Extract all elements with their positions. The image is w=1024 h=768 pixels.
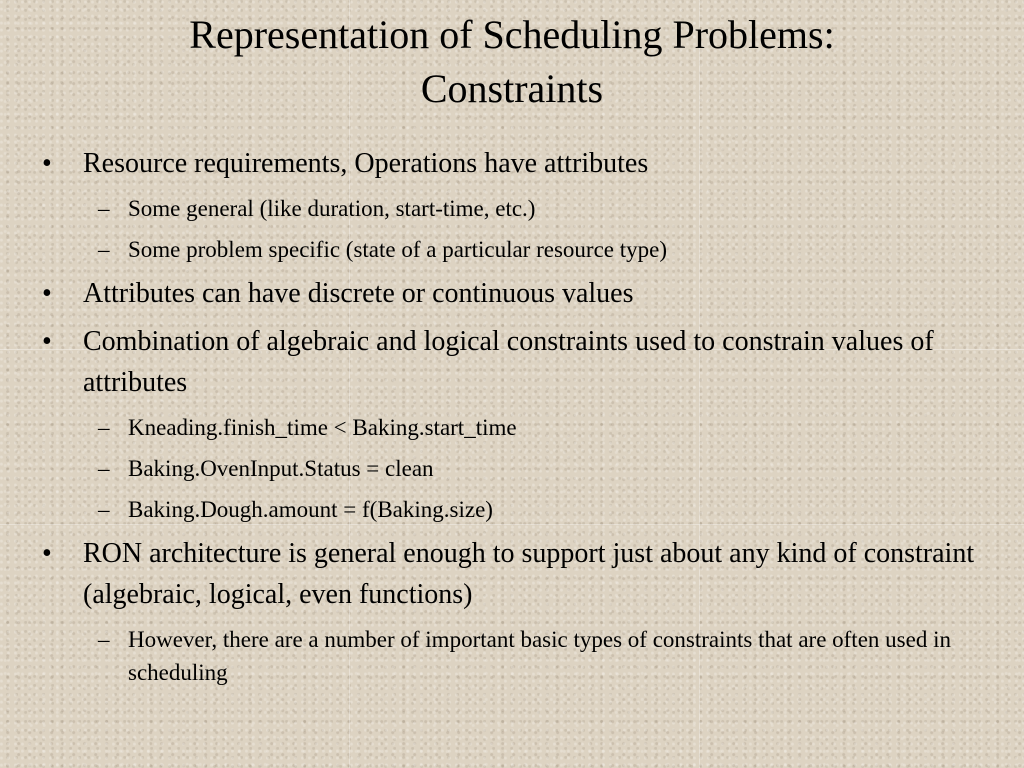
dash-marker: – bbox=[98, 415, 110, 440]
bullet-item bbox=[40, 533, 980, 689]
sub-item-text: Baking.Dough.amount = f(Baking.size) bbox=[128, 497, 493, 522]
sub-item-text: Some general (like duration, start-time, etc.) bbox=[128, 196, 536, 221]
bullet-text: Resource requirements, Operations have attributes bbox=[83, 148, 649, 179]
sub-item bbox=[83, 233, 980, 266]
bullet-text: RON architecture is general enough to support just about any kind of constraint (algebraic, logical, even functions) bbox=[83, 538, 975, 610]
bullet-item bbox=[40, 273, 980, 314]
bullet-marker: • bbox=[42, 326, 52, 357]
dash-marker: – bbox=[98, 456, 110, 481]
dash-marker: – bbox=[98, 237, 110, 262]
slide-title bbox=[0, 8, 1024, 116]
sub-item-text: Some problem specific (state of a particular resource type) bbox=[128, 237, 667, 262]
bullet-marker: • bbox=[42, 148, 52, 179]
bullet-item bbox=[40, 321, 980, 526]
sub-item bbox=[83, 411, 980, 444]
sub-list bbox=[83, 623, 980, 689]
slide-title-line-1: Representation of Scheduling Problems: bbox=[189, 12, 835, 57]
bullet-item bbox=[40, 143, 980, 266]
sub-item bbox=[83, 192, 980, 225]
bullet-marker: • bbox=[42, 278, 52, 309]
bullet-text: Combination of algebraic and logical constraints used to constrain values of attributes bbox=[83, 326, 934, 398]
dash-marker: – bbox=[98, 196, 110, 221]
sub-item bbox=[83, 623, 980, 689]
dash-marker: – bbox=[98, 497, 110, 522]
sub-list bbox=[83, 411, 980, 526]
sub-item-text: However, there are a number of important basic types of constraints that are often used in scheduling bbox=[128, 627, 951, 685]
bullet-text: Attributes can have discrete or continuous values bbox=[83, 278, 634, 309]
sub-list bbox=[83, 192, 980, 266]
dash-marker: – bbox=[98, 627, 110, 652]
sub-item bbox=[83, 452, 980, 485]
sub-item-text: Baking.OvenInput.Status = clean bbox=[128, 456, 434, 481]
sub-item bbox=[83, 493, 980, 526]
slide-title-line-2: Constraints bbox=[420, 66, 604, 111]
sub-item-text: Kneading.finish_time < Baking.start_time bbox=[128, 415, 517, 440]
slide-body-list bbox=[40, 136, 980, 689]
bullet-marker: • bbox=[42, 538, 52, 569]
